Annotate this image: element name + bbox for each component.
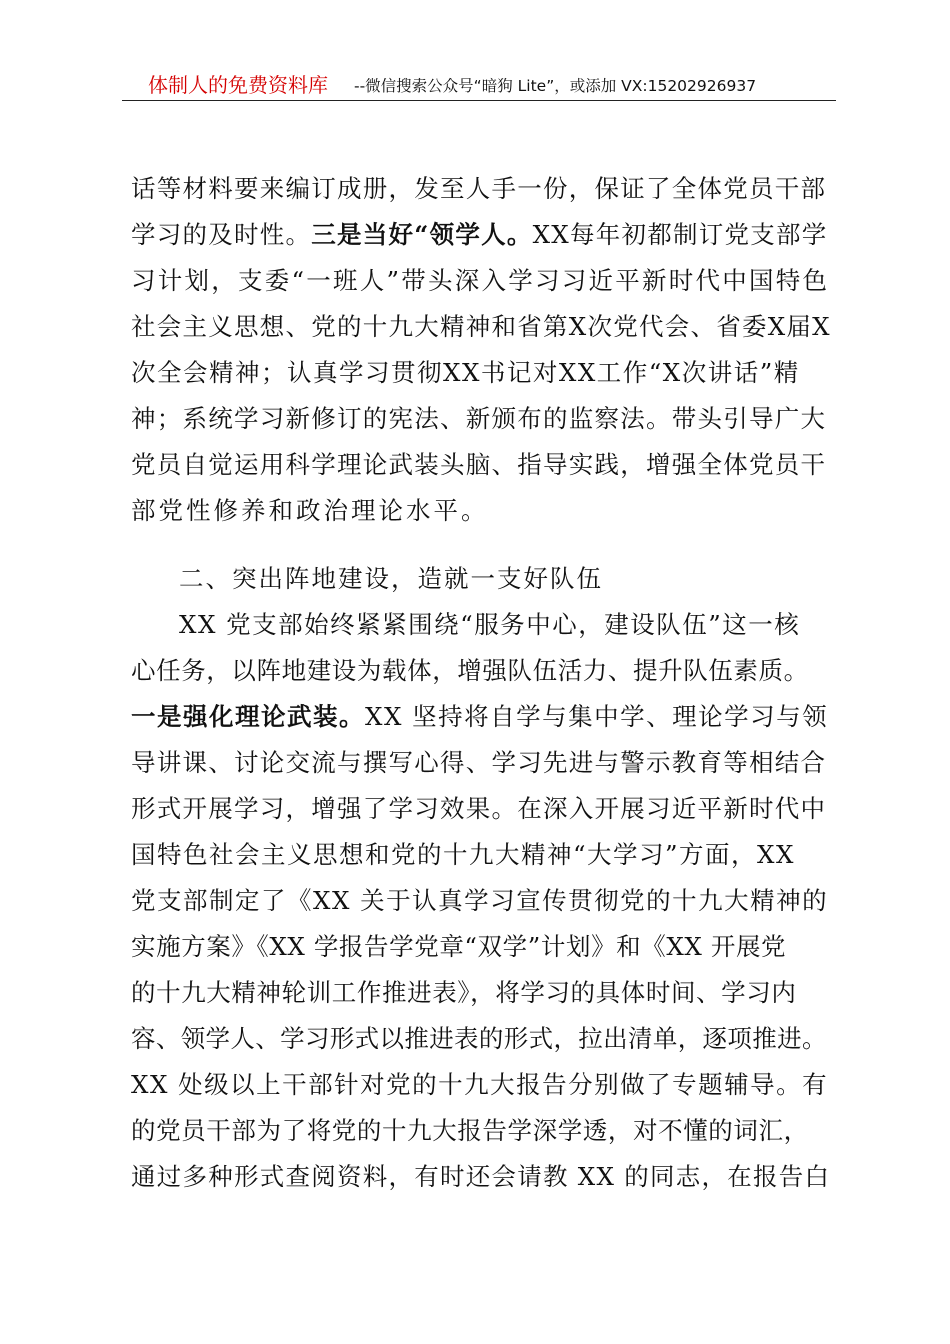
paragraph-line: 部党性修养和政治理论水平。 <box>131 496 489 525</box>
bold-lead: 一是强化理论武装。 <box>131 702 365 731</box>
paragraph-line: 实施方案》《XX 学报告学党章“双学”计划》和《XX 开展党 <box>131 932 787 961</box>
paragraph-line: 社会主义思想、党的十九大精神和省第X次党代会、省委X届X <box>131 312 831 341</box>
bold-lead: 三是当好“领学人。 <box>311 220 533 249</box>
paragraph-line: 容、领学人、学习形式以推进表的形式，拉出清单，逐项推进。 <box>131 1024 827 1053</box>
paragraph-line <box>131 212 831 258</box>
watermark-header <box>122 72 836 101</box>
header-brand: 体制人的免费资料库 <box>148 73 328 97</box>
paragraph-line: 的党员干部为了将党的十九大报告学深学透，对不懂的词汇， <box>131 1116 809 1145</box>
paragraph-line <box>131 694 831 740</box>
paragraph-line: 话等材料要来编订成册，发至人手一份，保证了全体党员干部 <box>131 174 827 203</box>
paragraph-line: 的十九大精神轮训工作推进表》，将学习的具体时间、学习内 <box>131 978 797 1007</box>
paragraph-line: 党员自觉运用科学理论武装头脑、指导实践，增强全体党员干 <box>131 450 827 479</box>
paragraph-line: XX 党支部始终紧紧围绕“服务中心，建设队伍”这一核 <box>179 610 801 639</box>
paragraph-line: 国特色社会主义思想和党的十九大精神“大学习”方面，XX <box>131 840 795 869</box>
paragraph-line: 党支部制定了《XX 关于认真学习宣传贯彻党的十九大精神的 <box>131 886 829 915</box>
line-text: XX 坚持将自学与集中学、理论学习与领 <box>365 702 829 731</box>
paragraph-line: 习计划，支委“一班人”带头深入学习习近平新时代中国特色 <box>131 266 830 295</box>
section-heading: 二、突出阵地建设，造就一支好队伍 <box>179 564 603 593</box>
paragraph-line: XX 处级以上干部针对党的十九大报告分别做了专题辅导。有 <box>131 1070 829 1099</box>
paragraph-line: 通过多种形式查阅资料，有时还会请教 XX 的同志，在报告白 <box>131 1162 831 1191</box>
document-body <box>131 166 831 1200</box>
paragraph-line: 神；系统学习新修订的宪法、新颁布的监察法。带头引导广大 <box>131 404 827 433</box>
paragraph-line: 形式开展学习，增强了学习效果。在深入开展习近平新时代中 <box>131 794 827 823</box>
line-text: 学习的及时性。 <box>131 220 312 249</box>
header-contact-info: --微信搜索公众号“暗狗 Lite”，或添加 VX:15202926937 <box>354 77 757 95</box>
line-text: XX每年初都制订党支部学 <box>532 220 828 249</box>
paragraph-line: 导讲课、讨论交流与撰写心得、学习先进与警示教育等相结合 <box>131 748 827 777</box>
paragraph-line: 心任务，以阵地建设为载体，增强队伍活力、提升队伍素质。 <box>131 656 809 685</box>
paragraph-line: 次全会精神；认真学习贯彻XX书记对XX工作“X次讲话”精 <box>131 358 800 387</box>
